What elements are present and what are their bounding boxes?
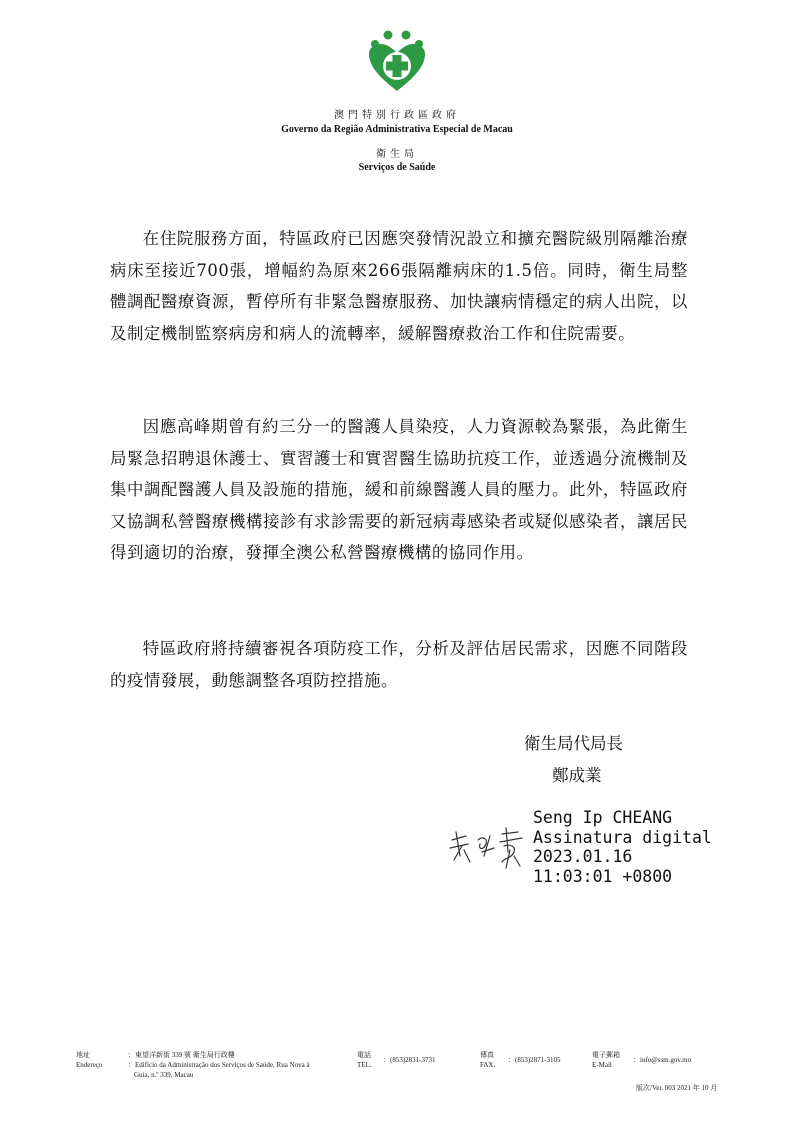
address-zh: ：東望洋新街 339 號 衛生局行政樓 [128, 1051, 235, 1059]
digital-signer-name: Seng Ip CHEANG [533, 808, 673, 827]
paragraph-inpatient-services [110, 223, 688, 349]
digital-signature-date: 2023.01.16 [533, 847, 633, 866]
footer-fax-labels [480, 1050, 495, 1070]
footer-address-labels [76, 1050, 102, 1070]
footer-email-labels [592, 1050, 620, 1070]
document-version: 版次/Ver. 003 2021 年 10 月 [636, 1084, 718, 1092]
paragraph-medical-staff [110, 411, 688, 569]
email-label-zh: 電子郵箱 [592, 1051, 620, 1059]
paragraph-text: 因應高峰期曾有約三分一的醫護人員染疫，人力資源較為緊張，為此衛生局緊急招聘退休護士、實習護士和實習醫生協助抗疫工作，並透過分流機制及集中調配醫護人員及設施的措施，緩和前線醫護人員的壓力。此外，特區政府又協調私營醫療機構接診有求診需要的新冠病毒感染者或疑似感染者，讓居民得到適切的治療，發揮全澳公私營醫療機構的協同作用。 [110, 417, 688, 562]
government-name-pt: Governo da Região Administrativa Especial de Macau [281, 124, 513, 135]
digital-signature-time: 11:03:01 +0800 [533, 866, 673, 886]
handwritten-signature [444, 822, 530, 872]
fax-label-zh: 傳真 [480, 1051, 494, 1059]
signatory-title: 衛生局代局長 [524, 734, 623, 753]
tel-label-zh: 電話 [357, 1051, 371, 1059]
fax-label-pt: FAX. [480, 1061, 496, 1069]
digital-signature-block [533, 808, 712, 886]
paragraph-text: 特區政府將持續審視各項防疫工作，分析及評估居民需求，因應不同階段的疫情發展，動態調整各項防控措施。 [110, 639, 688, 690]
paragraph-ongoing-review [110, 633, 688, 696]
footer-tel: ：(853)2831-3731 [383, 1056, 436, 1064]
footer-address [128, 1050, 348, 1080]
tel-label-pt: TEL. [357, 1061, 372, 1069]
address-label-pt: Endereço [76, 1061, 103, 1069]
address-pt-line1: ：Edifício da Administração dos Serviços de Saúde, Rua Nova à [128, 1061, 310, 1069]
paragraph-text: 在住院服務方面，特區政府已因應突發情況設立和擴充醫院級別隔離治療病床至接近700張，增幅約為原來266張隔離病床的1.5倍。同時，衛生局整體調配醫療資源，暫停所有非緊急醫療服務、加快讓病情穩定的病人出院，以及制定機制監察病房和病人的流轉率，緩解醫療救治工作和住院需要。 [110, 229, 688, 343]
department-name-zh: 衛生局 [376, 149, 418, 160]
footer-fax: ：(853)2871-3105 [508, 1056, 561, 1064]
footer-tel-labels [357, 1050, 372, 1070]
government-name-zh: 澳門特別行政區政府 [334, 110, 460, 121]
address-pt-line2: Guia, n.º 339, Macau [134, 1071, 194, 1079]
health-bureau-logo [366, 28, 428, 94]
digital-signature-label: Assinatura digital [533, 827, 712, 847]
department-name-pt: Serviços de Saúde [358, 162, 436, 173]
address-label-zh: 地址 [76, 1051, 90, 1059]
footer-email: ：info@ssm.gov.mo [633, 1056, 692, 1064]
signatory-name: 鄭成業 [552, 766, 602, 785]
email-label-pt: E-Mail [592, 1061, 612, 1069]
